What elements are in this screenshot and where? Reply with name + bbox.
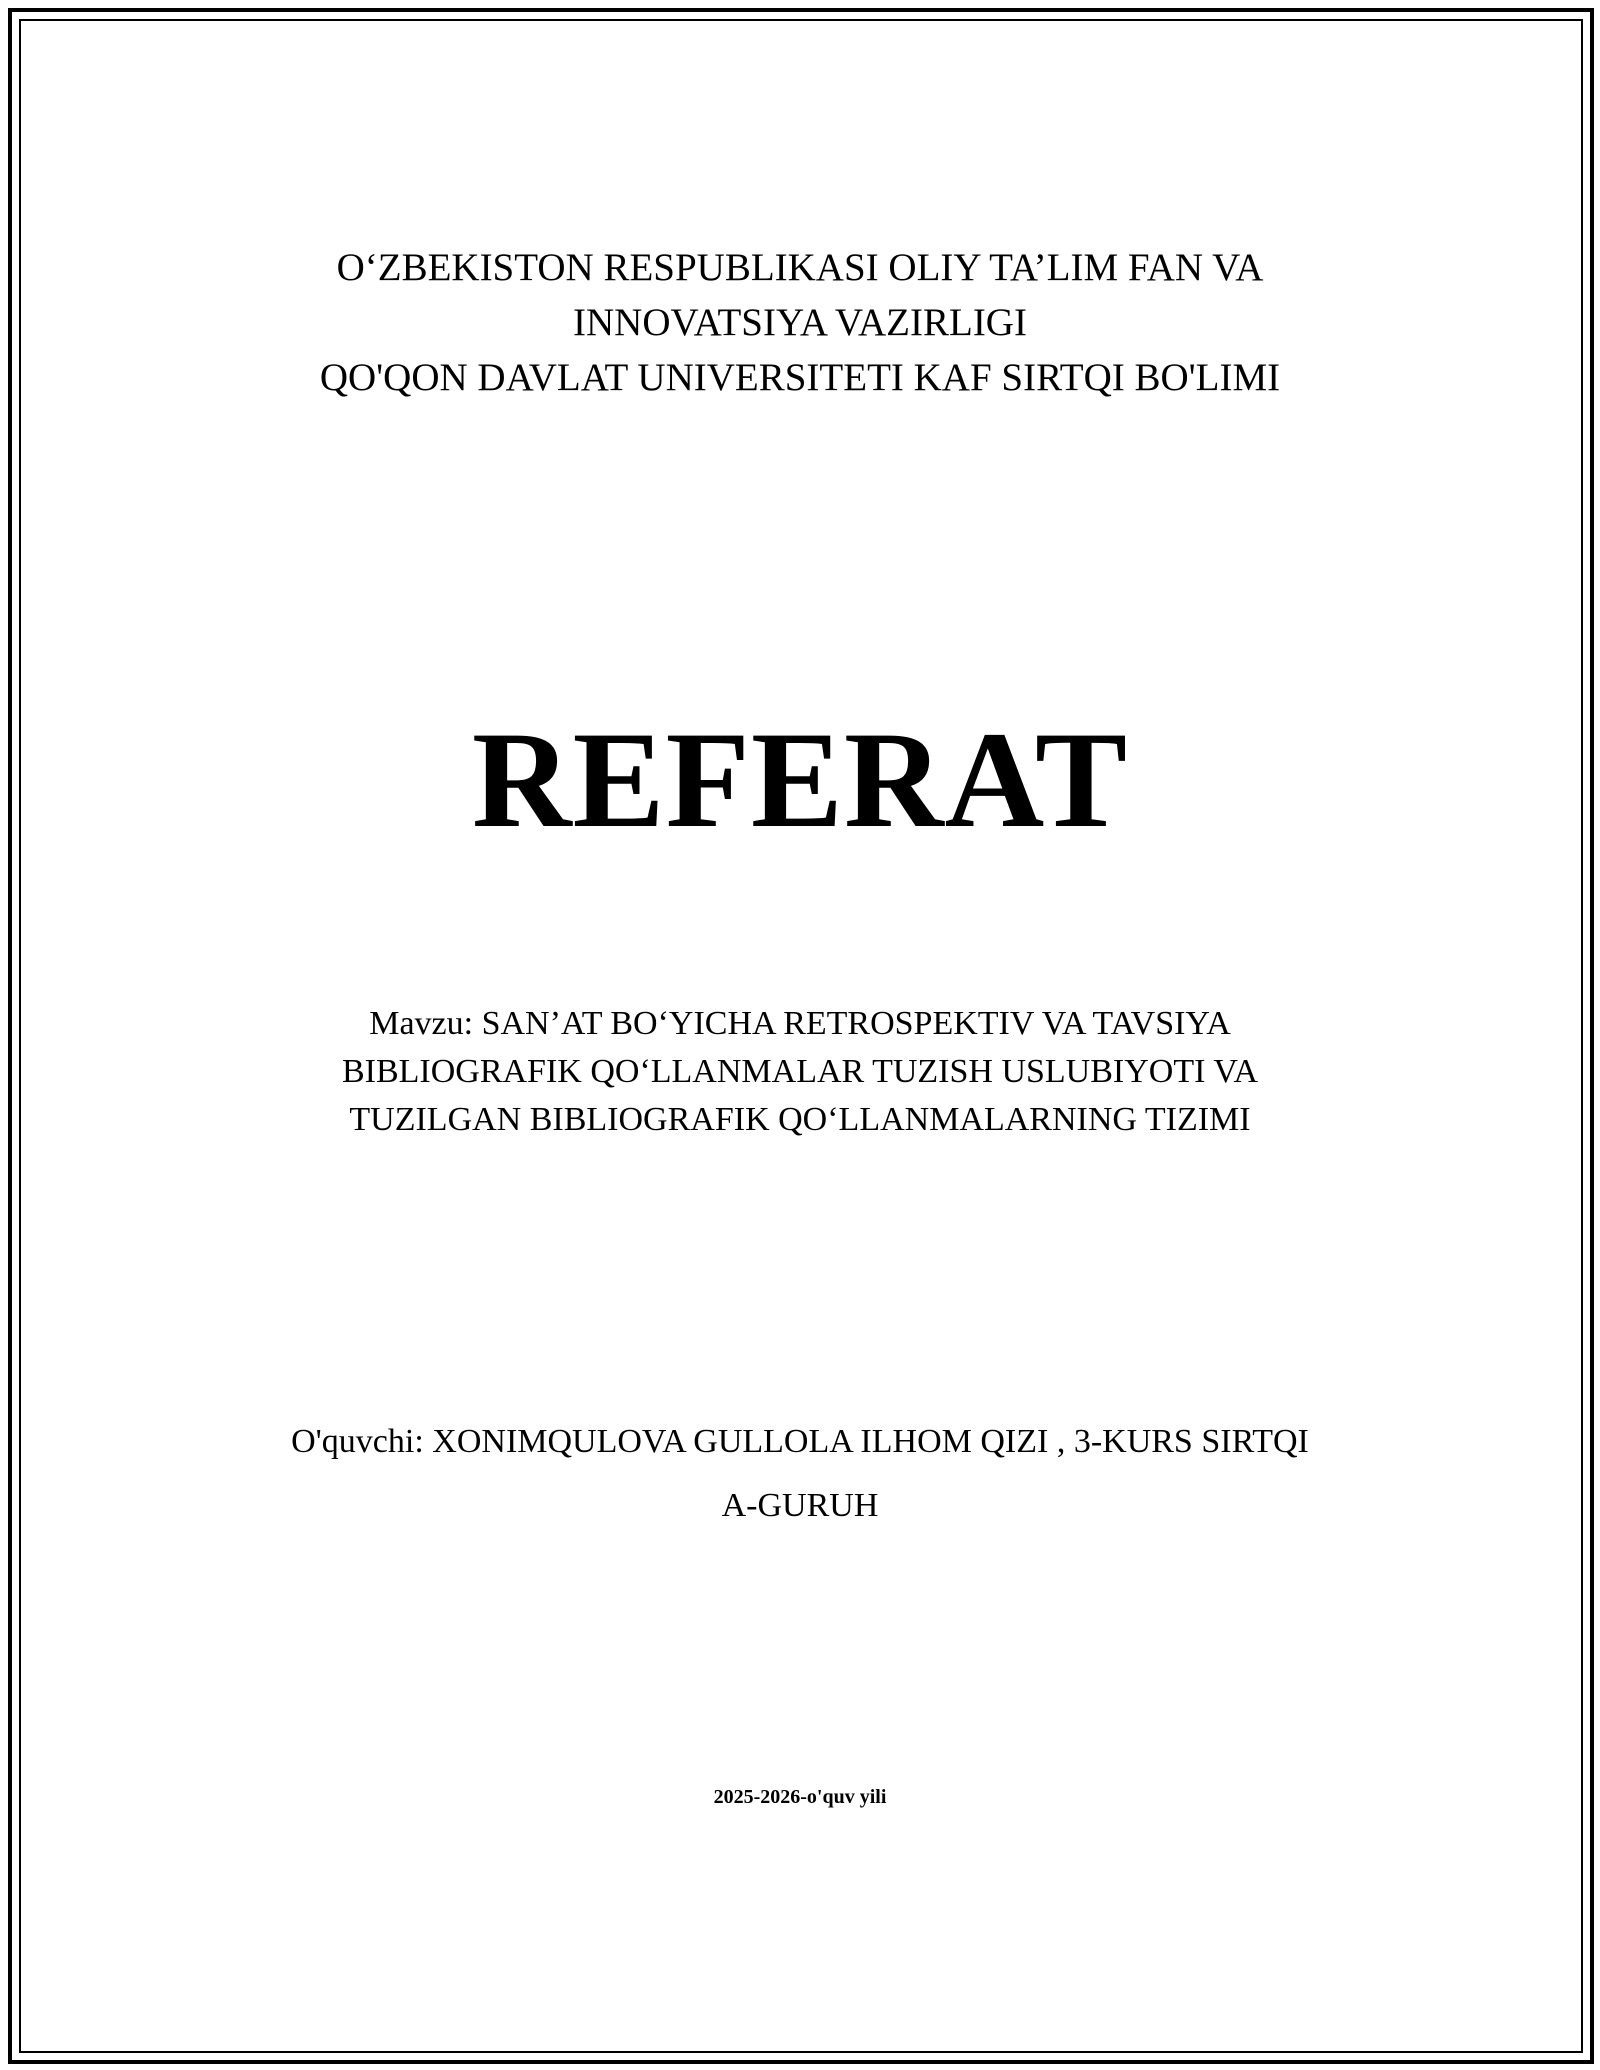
institution-header <box>0 240 1600 405</box>
header-line: QO'QON DAVLAT UNIVERSITETI KAF SIRTQI BO'LIMI <box>319 356 1281 399</box>
document-title: REFERAT <box>471 703 1129 856</box>
header-line: INNOVATSIYA VAZIRLIGI <box>573 301 1027 344</box>
academic-year: 2025-2026-o'quv yili <box>713 1786 887 1808</box>
student-line: A-GURUH <box>721 1487 879 1524</box>
student-info <box>0 1410 1600 1538</box>
topic-line: Mavzu: SAN’AT BO‘YICHA RETROSPEKTIV VA TAVSIYA <box>369 1005 1231 1042</box>
topic-line: BIBLIOGRAFIK QO‘LLANMALAR TUZISH USLUBIYOTI VA <box>341 1053 1259 1090</box>
student-line: O'quvchi: XONIMQULOVA GULLOLA ILHOM QIZI , 3-KURS SIRTQI <box>291 1423 1309 1460</box>
topic-line: TUZILGAN BIBLIOGRAFIK QO‘LLANMALARNING TIZIMI <box>349 1101 1251 1138</box>
header-line: O‘ZBEKISTON RESPUBLIKASI OLIY TA’LIM FAN VA <box>336 246 1264 289</box>
topic-block <box>0 1000 1600 1144</box>
